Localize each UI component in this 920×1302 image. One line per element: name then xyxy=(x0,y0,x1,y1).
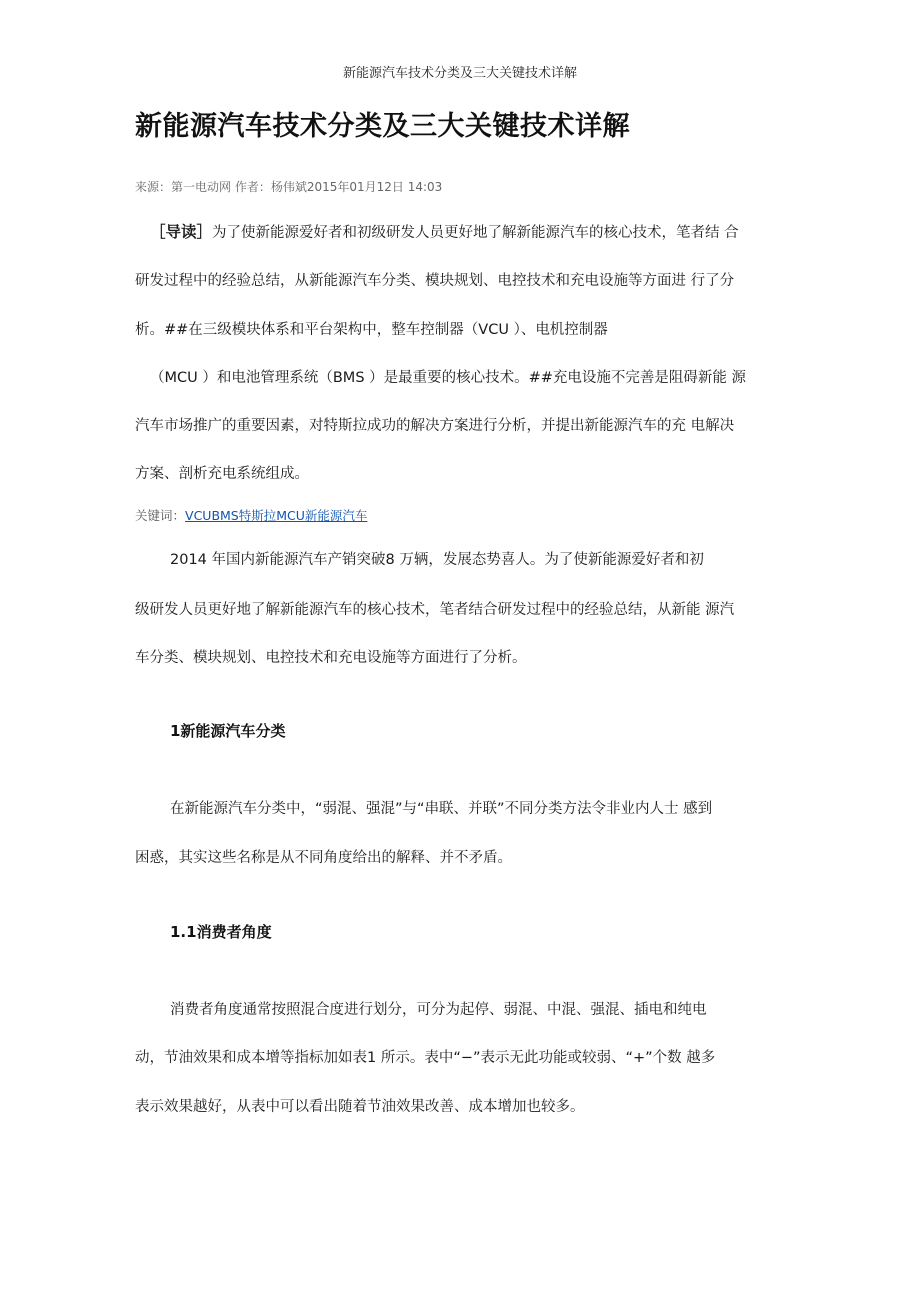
keywords xyxy=(135,506,367,524)
lead-line-1 xyxy=(150,220,739,242)
keywords-label: 关键词： xyxy=(135,508,186,523)
running-header: 新能源汽车技术分类及三大关键技术详解 xyxy=(342,66,577,81)
lead-line-4: （MCU ）和电池管理系统（BMS ）是最重要的核心技术。##充电设施不完善是阻碍新能 源 xyxy=(150,370,747,386)
lead-mark: ［导读］ xyxy=(150,223,213,241)
section-1-1-line-3: 表示效果越好，从表中可以看出随着节油效果改善、成本增加也较多。 xyxy=(135,1099,585,1115)
lead-line-3: 析。##在三级模块体系和平台架构中，整车控制器（VCU ）、电机控制器 xyxy=(135,322,608,338)
section-1-line-1: 在新能源汽车分类中，“弱混、强混”与“串联、并联”不同分类方法令非业内人士 感到 xyxy=(170,801,713,817)
section-1-heading: 1新能源汽车分类 xyxy=(170,722,286,740)
intro-line-1: 2014 年国内新能源汽车产销突破8 万辆，发展态势喜人。为了使新能源爱好者和初 xyxy=(170,552,704,568)
lead-line-6: 方案、剖析充电系统组成。 xyxy=(135,466,309,482)
lead-text: 为了使新能源爱好者和初级研发人员更好地了解新能源汽车的核心技术，笔者结 合 xyxy=(212,225,739,241)
intro-line-3: 车分类、模块规划、电控技术和充电设施等方面进行了分析。 xyxy=(135,650,527,666)
lead-line-5: 汽车市场推广的重要因素，对特斯拉成功的解决方案进行分析，并提出新能源汽车的充 电解决 xyxy=(135,418,735,434)
lead-line-2: 研发过程中的经验总结，从新能源汽车分类、模块规划、电控技术和充电设施等方面进 行了分 xyxy=(135,273,735,289)
article-meta: 来源：第一电动网 作者：杨伟斌2015年01月12日 14:03 xyxy=(135,180,443,194)
section-1-1-heading: 1.1消费者角度 xyxy=(170,923,272,941)
page-title: 新能源汽车技术分类及三大关键技术详解 xyxy=(135,111,630,142)
keywords-link[interactable]: VCUBMS特斯拉MCU新能源汽车 xyxy=(185,508,368,523)
intro-line-2: 级研发人员更好地了解新能源汽车的核心技术，笔者结合研发过程中的经验总结，从新能 源汽 xyxy=(135,602,735,618)
section-1-line-2: 困惑，其实这些名称是从不同角度给出的解释、并不矛盾。 xyxy=(135,850,512,866)
section-1-1-line-1: 消费者角度通常按照混合度进行划分，可分为起停、弱混、中混、强混、插电和纯电 xyxy=(170,1002,707,1018)
section-1-1-line-2: 动，节油效果和成本增等指标加如表1 所示。表中“−”表示无此功能或较弱、“+”个数 越多 xyxy=(135,1050,716,1066)
